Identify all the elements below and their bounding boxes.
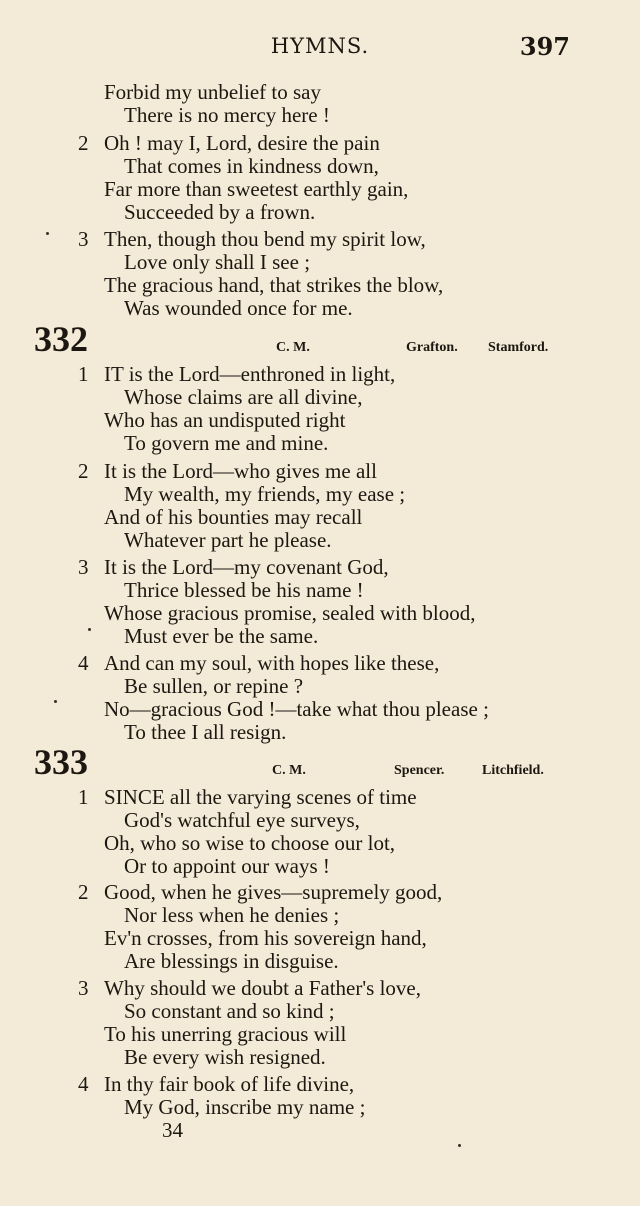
verse-line: Then, though thou bend my spirit low, — [104, 227, 426, 251]
verse-line: Be every wish resigned. — [124, 1045, 326, 1069]
tune-name: Spencer. — [394, 763, 445, 778]
meter: C. M. — [272, 763, 306, 778]
verse-line: It is the Lord—who gives me all — [104, 459, 377, 483]
verse-line: Must ever be the same. — [124, 624, 319, 648]
verse-line: Love only shall I see ; — [124, 250, 311, 274]
verse-line: To thee I all resign. — [124, 720, 287, 744]
verse-line: God's watchful eye surveys, — [124, 808, 360, 832]
verse-line: Whose gracious promise, sealed with blood, — [104, 601, 476, 625]
meter: C. M. — [276, 340, 310, 355]
verse-line: Whatever part he please. — [124, 528, 332, 552]
verse-number: 1 — [78, 362, 89, 386]
verse-line: Why should we doubt a Father's love, — [104, 976, 421, 1000]
verse-number: 3 — [78, 555, 89, 579]
verse-line: The gracious hand, that strikes the blow, — [104, 273, 444, 297]
verse-line: In thy fair book of life divine, — [104, 1072, 355, 1096]
verse-line: Far more than sweetest earthly gain, — [104, 177, 409, 201]
verse-line: To govern me and mine. — [124, 431, 329, 455]
verse-line: To his unerring gracious will — [104, 1022, 347, 1046]
signature-mark: 34 — [162, 1118, 183, 1142]
verse-number: 2 — [78, 459, 89, 483]
print-speck — [46, 232, 49, 235]
verse-line: Are blessings in disguise. — [124, 949, 339, 973]
verse-number: 3 — [78, 976, 89, 1000]
verse-line: Whose claims are all divine, — [124, 385, 363, 409]
verse-line: Who has an undisputed right — [104, 408, 346, 432]
tune-name: Grafton. — [406, 340, 458, 355]
hymn-number: 333 — [34, 742, 88, 782]
verse-line: It is the Lord—my covenant God, — [104, 555, 389, 579]
print-speck — [458, 1144, 461, 1147]
print-speck — [88, 628, 91, 631]
verse-line: There is no mercy here ! — [124, 103, 330, 127]
verse-number: 1 — [78, 785, 89, 809]
verse-number: 2 — [78, 131, 89, 155]
tune-name: Litchfield. — [482, 763, 544, 778]
verse-line: Forbid my unbelief to say — [104, 80, 321, 104]
verse-line: IT is the Lord—enthroned in light, — [104, 362, 396, 386]
verse-line: Thrice blessed be his name ! — [124, 578, 364, 602]
verse-line: Succeeded by a frown. — [124, 200, 316, 224]
verse-line: Ev'n crosses, from his sovereign hand, — [104, 926, 427, 950]
verse-line: Be sullen, or repine ? — [124, 674, 304, 698]
page-number: 397 — [519, 32, 570, 61]
verse-number: 4 — [78, 651, 89, 675]
verse-number: 3 — [78, 227, 89, 251]
verse-line: And can my soul, with hopes like these, — [104, 651, 440, 675]
verse-line: Oh, who so wise to choose our lot, — [104, 831, 396, 855]
verse-line: SINCE all the varying scenes of time — [104, 785, 417, 809]
verse-line: My wealth, my friends, my ease ; — [124, 482, 406, 506]
verse-line: No—gracious God !—take what thou please ; — [104, 697, 489, 721]
verse-line: My God, inscribe my name ; — [124, 1095, 366, 1119]
verse-line: And of his bounties may recall — [104, 505, 363, 529]
verse-line: Or to appoint our ways ! — [124, 854, 330, 878]
verse-line: Oh ! may I, Lord, desire the pain — [104, 131, 380, 155]
verse-line: Nor less when he denies ; — [124, 903, 340, 927]
verse-line: So constant and so kind ; — [124, 999, 335, 1023]
verse-number: 2 — [78, 880, 89, 904]
hymn-number: 332 — [34, 319, 88, 359]
verse-line: Was wounded once for me. — [124, 296, 353, 320]
print-speck — [54, 700, 57, 703]
verse-line: Good, when he gives—supremely good, — [104, 880, 443, 904]
running-head: HYMNS. — [270, 34, 370, 58]
tune-name: Stamford. — [488, 340, 549, 355]
verse-line: That comes in kindness down, — [124, 154, 379, 178]
verse-number: 4 — [78, 1072, 89, 1096]
